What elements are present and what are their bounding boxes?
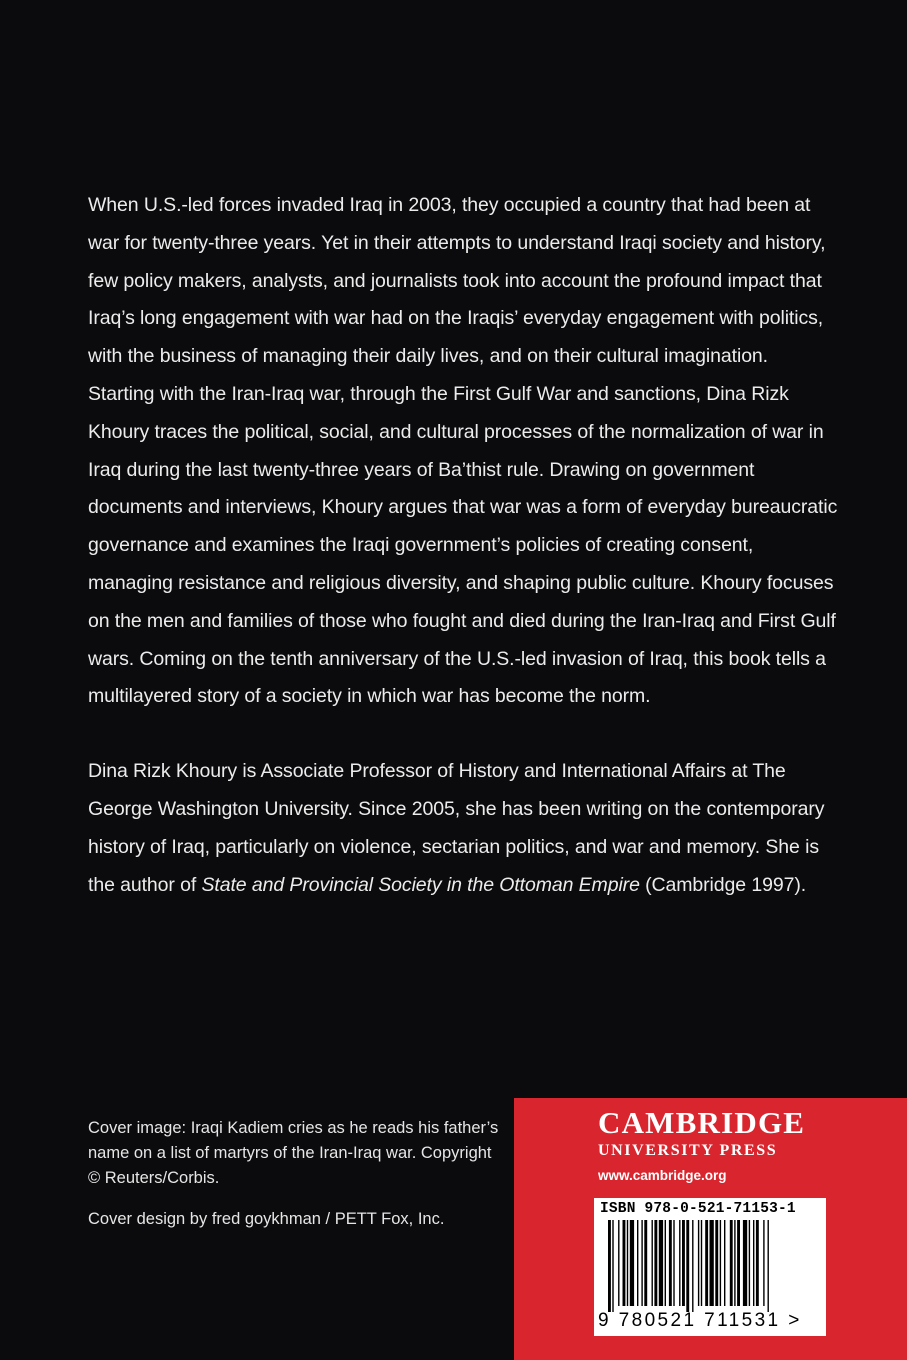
barcode-bar [623, 1220, 626, 1306]
barcode-bar [737, 1220, 740, 1306]
barcode-bar [618, 1220, 619, 1306]
barcode-bar [698, 1220, 699, 1306]
barcode-bar [608, 1220, 611, 1312]
barcode-bar [641, 1220, 642, 1306]
barcode-bar [682, 1220, 685, 1306]
publisher-logo-subtitle: UNIVERSITY PRESS [598, 1142, 778, 1159]
barcode-digits: 9 780521 711531 > [598, 1310, 802, 1331]
barcode-bar [679, 1220, 680, 1306]
barcode-bar [763, 1220, 764, 1306]
publisher-panel [514, 1098, 907, 1360]
barcode-bar [669, 1220, 672, 1306]
barcode-bar [724, 1220, 725, 1306]
barcode-bar [612, 1220, 613, 1312]
barcode-bar [734, 1220, 735, 1306]
publisher-logo-name: CAMBRIDGE [598, 1105, 806, 1140]
barcode-bar [627, 1220, 628, 1306]
barcode-bar [652, 1220, 653, 1306]
barcode-bar [686, 1220, 689, 1312]
barcode-bar [705, 1220, 708, 1306]
barcode-bar [637, 1220, 638, 1306]
barcode-bar [749, 1220, 750, 1306]
barcode-bar [630, 1220, 634, 1306]
publisher-website: www.cambridge.org [598, 1168, 727, 1183]
barcode-bar [720, 1220, 721, 1306]
barcode-bar [710, 1220, 714, 1306]
barcode-bar [715, 1220, 718, 1306]
barcode-bar [692, 1220, 693, 1312]
cover-image-credit: Cover image: Iraqi Kadiem cries as he reads his father’s name on a list of martyrs of the Iran-Iraq war. Copyright © Reuters/Corbis. [88, 1119, 499, 1187]
author-bio-text-end: (Cambridge 1997). [639, 873, 807, 896]
barcode-bar [673, 1220, 674, 1306]
description-paragraph: When U.S.-led forces invaded Iraq in 2003, they occupied a country that had been at war for twenty-three years. Yet in their attempts to understand Iraqi society and history, few policy makers, analysts, and journalists took into account the profound impact that Iraq’s long engagement with war had on the Iraqis’ everyday engagement with politics, with the business of managing their daily lives, and on their cultural imagination. Starting with the Iran-Iraq war, through the First Gulf War and sanctions, Dina Rizk Khoury traces the political, social, and cultural processes of the normalization of war in Iraq during the last twenty-three years of Ba’thist rule. Drawing on government documents and interviews, Khoury argues that war was a form of everyday bureaucratic governance and examines the Iraqi government’s policies of creating consent, managing resistance and religious diversity, and shaping public culture. Khoury focuses on the men and families of those who fought and died during the Iran-Iraq and First Gulf wars. Coming on the tenth anniversary of the U.S.-led invasion of Iraq, this book tells a multilayered story of a society in which war has become the norm. [88, 194, 838, 708]
barcode-bar [753, 1220, 754, 1306]
barcode-bar [756, 1220, 759, 1306]
barcode-bar [665, 1220, 666, 1306]
author-previous-book-title: State and Provincial Society in the Ottoman Empire [201, 873, 640, 896]
barcode-bar [659, 1220, 663, 1306]
barcode-bar [654, 1220, 657, 1306]
barcode-bar [644, 1220, 647, 1306]
barcode-bar [768, 1220, 769, 1312]
author-bio-text: Dina Rizk Khoury is Associate Professor of History and International Affairs at The George Washington University. Since 2005, she has been writing on the contemporary history of Iraq, particularly on violence, sectarian politics, and war and memory. She is the author of [88, 760, 825, 896]
isbn-label: ISBN 978-0-521-71153-1 [600, 1201, 796, 1217]
book-description [88, 187, 838, 904]
cover-design-credit: Cover design by fred goykhman / PETT Fox, Inc. [88, 1210, 445, 1228]
barcode-bar [730, 1220, 733, 1306]
cover-credits [88, 1116, 508, 1232]
author-bio [88, 753, 838, 904]
isbn-barcode [594, 1198, 826, 1336]
barcode-bar [743, 1220, 747, 1306]
barcode-bar [701, 1220, 702, 1306]
